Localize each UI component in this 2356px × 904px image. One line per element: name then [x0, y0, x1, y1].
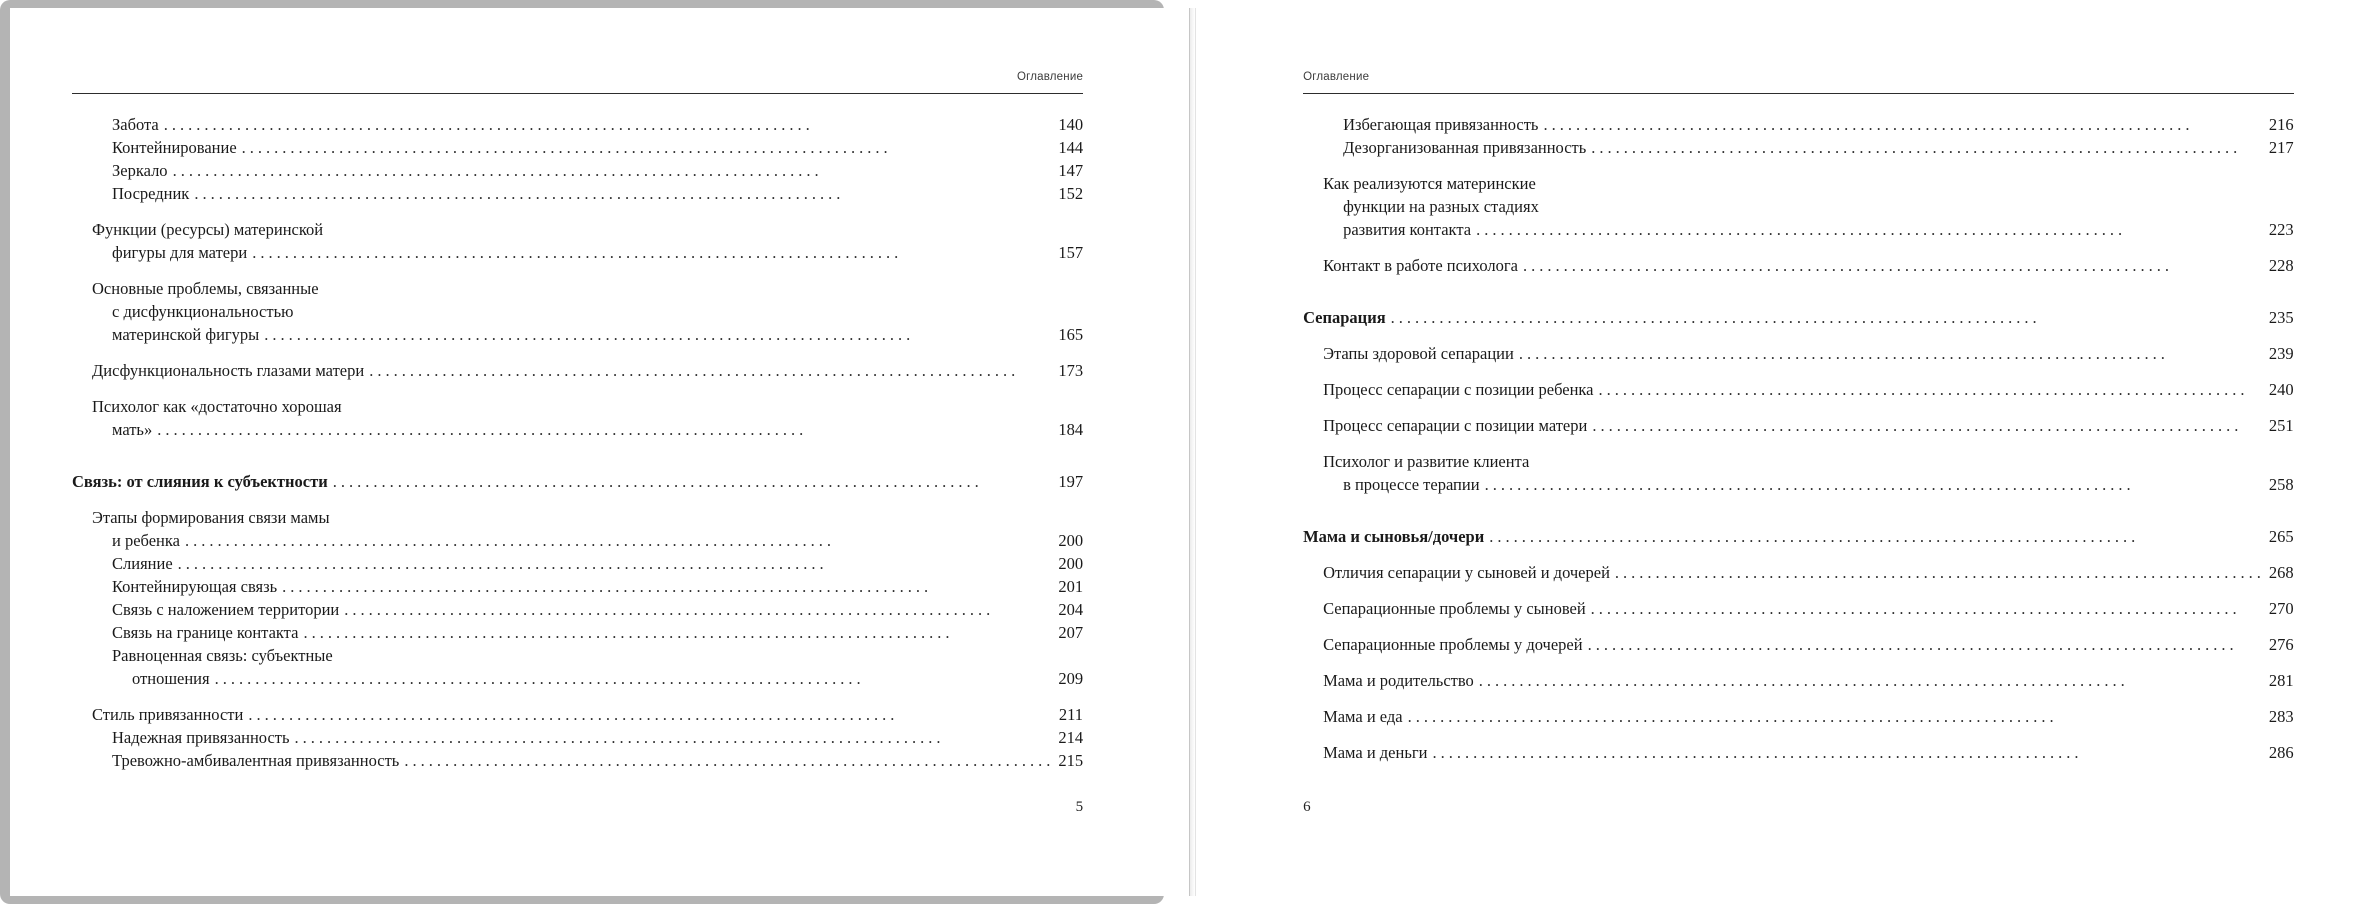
- toc-entry-text: Слияние: [112, 554, 173, 573]
- toc-entry-page: 197: [1058, 472, 1084, 491]
- leader-dots: [1615, 561, 2265, 584]
- toc-entry-text: отношения: [132, 669, 210, 688]
- toc-entry-page: 207: [1058, 623, 1084, 642]
- toc-entry-line: [1323, 450, 2294, 473]
- page-number-right: 6: [1303, 799, 1311, 815]
- header-rule-left: [72, 93, 1083, 94]
- toc-entry-text: Как реализуются материнские: [1323, 174, 1536, 193]
- toc-entry-text: Связь с наложением территории: [112, 600, 340, 619]
- toc-entry-page: 157: [1058, 243, 1084, 262]
- toc-entry-line: [92, 218, 1083, 241]
- toc-entry-line: [112, 598, 1083, 621]
- toc-entry-page: 223: [2268, 220, 2294, 239]
- page-left: [10, 8, 1189, 896]
- toc-entry-line: [1303, 306, 2294, 329]
- leader-dots: [173, 159, 1055, 182]
- toc-entry: [72, 506, 1083, 552]
- toc-entry-text: Дисфункциональность глазами матери: [92, 361, 365, 380]
- toc-entry-text: Психолог как «достаточно хорошая: [92, 397, 342, 416]
- toc-entry-page: 240: [2268, 380, 2294, 399]
- toc-entry-text: Этапы формирования связи мамы: [92, 508, 330, 527]
- toc-entry-text: Мама и сыновья/дочери: [1303, 527, 1485, 546]
- toc-entry-line: [1303, 525, 2294, 548]
- toc-entry-text: Мама и деньги: [1323, 743, 1428, 762]
- toc-entry-text: мать»: [112, 420, 153, 439]
- leader-dots: [369, 359, 1054, 382]
- toc-entry-text: фигуры для матери: [112, 243, 248, 262]
- leader-dots: [242, 136, 1055, 159]
- leader-dots: [282, 575, 1054, 598]
- toc-entry-text: Зеркало: [112, 161, 168, 180]
- toc-entry-page: 165: [1058, 325, 1084, 344]
- toc-entry-line: [112, 621, 1083, 644]
- leader-dots: [215, 667, 1055, 690]
- toc-entry-page: 286: [2268, 743, 2294, 762]
- toc-entry-page: 215: [1058, 751, 1084, 770]
- toc-entry-text: Процесс сепарации с позиции матери: [1323, 416, 1588, 435]
- toc-entry-text: с дисфункциональностью: [112, 302, 294, 321]
- leader-dots: [185, 529, 1054, 552]
- leader-dots: [1591, 136, 2265, 159]
- leader-dots: [404, 749, 1054, 772]
- toc-entry-text: Мама и еда: [1323, 707, 1403, 726]
- leader-dots: [248, 703, 1055, 726]
- page-number-left: 5: [1075, 799, 1084, 815]
- toc-entry-line: [112, 136, 1083, 159]
- toc-entry-text: Сепарационные проблемы у дочерей: [1323, 635, 1583, 654]
- leader-dots: [252, 241, 1054, 264]
- leader-dots: [1592, 414, 2265, 437]
- toc-entry-text: Контейнирующая связь: [112, 577, 278, 596]
- toc-entry-line: [1323, 669, 2294, 692]
- toc-entry-page: 173: [1058, 361, 1084, 380]
- toc-entry-page: 201: [1058, 577, 1084, 596]
- leader-dots: [333, 470, 1055, 493]
- page-spread: [10, 8, 2294, 896]
- toc-entry-line: [1343, 136, 2294, 159]
- leader-dots: [1432, 741, 2264, 764]
- toc-entry: [72, 703, 1083, 726]
- toc-entry-text: и ребенка: [112, 531, 180, 550]
- toc-entry: [1303, 705, 2294, 728]
- toc-entry: [1303, 254, 2294, 277]
- toc-entry-line: [1323, 705, 2294, 728]
- toc-entry-page: 144: [1058, 138, 1084, 157]
- toc-entry-page: 258: [2268, 475, 2294, 494]
- toc-entry-page: 270: [2268, 599, 2294, 618]
- toc-entry-page: 214: [1058, 728, 1084, 747]
- toc-entry-page: 276: [2268, 635, 2294, 654]
- toc-entry-line: [112, 749, 1083, 772]
- toc-entry-page: 217: [2268, 138, 2294, 157]
- toc-entry-text: Стиль привязанности: [92, 705, 244, 724]
- page-right: [1196, 8, 2356, 896]
- toc-entry: [1303, 633, 2294, 656]
- leader-dots: [157, 418, 1054, 441]
- toc-entry: [1303, 561, 2294, 584]
- toc-entry-text: Забота: [112, 115, 159, 134]
- toc-entry-line: [1323, 633, 2294, 656]
- toc-entry-line: [1343, 113, 2294, 136]
- toc-entry-line: [92, 359, 1083, 382]
- toc-entry: [72, 113, 1083, 136]
- toc-entry-text: Надежная привязанность: [112, 728, 290, 747]
- toc-entry-line: [92, 529, 1083, 552]
- toc-entry: [1303, 414, 2294, 437]
- toc-entry-text: Функции (ресурсы) материнской: [92, 220, 324, 239]
- toc-entry-text: Равноценная связь: субъектные: [112, 646, 333, 665]
- toc-entry-page: 265: [2268, 527, 2294, 546]
- leader-dots: [1591, 597, 2265, 620]
- toc-entry-line: [112, 113, 1083, 136]
- leader-dots: [1391, 306, 2265, 329]
- toc-entry-line: [92, 241, 1083, 264]
- toc-entry-line: [112, 552, 1083, 575]
- toc-entry-line: [112, 644, 1083, 667]
- toc-entry-line: [112, 159, 1083, 182]
- leader-dots: [164, 113, 1055, 136]
- toc-entry: [1303, 172, 2294, 241]
- toc-entry-page: 283: [2268, 707, 2294, 726]
- toc-entry-page: 239: [2268, 344, 2294, 363]
- leader-dots: [1476, 218, 2265, 241]
- toc-entry-text: развития контакта: [1343, 220, 1472, 239]
- toc-entry: [1303, 597, 2294, 620]
- leader-dots: [1543, 113, 2264, 136]
- toc-entry-text: материнской фигуры: [112, 325, 260, 344]
- toc-entry: [1303, 450, 2294, 496]
- toc-entry-page: 200: [1058, 554, 1084, 573]
- toc-entry-line: [112, 575, 1083, 598]
- toc-entry: [72, 749, 1083, 772]
- toc-entry-line: [1323, 561, 2294, 584]
- toc-entry-text: в процессе терапии: [1343, 475, 1480, 494]
- toc-entry-line: [112, 667, 1083, 690]
- toc-entry-page: 268: [2268, 563, 2294, 582]
- toc-entry-text: Сепарация: [1303, 308, 1386, 327]
- toc-entry-text: Сепарационные проблемы у сыновей: [1323, 599, 1586, 618]
- toc-entry-text: Избегающая привязанность: [1343, 115, 1539, 134]
- toc-entry-page: 228: [2268, 256, 2294, 275]
- toc-entry-text: Контейнирование: [112, 138, 237, 157]
- toc-entry-page: 235: [2268, 308, 2294, 327]
- toc-entry-page: 200: [1058, 531, 1084, 550]
- toc-entry: [1303, 136, 2294, 159]
- toc-entry-line: [1323, 378, 2294, 401]
- toc-entry-line: [1323, 218, 2294, 241]
- toc-entry-page: 209: [1058, 669, 1084, 688]
- leader-dots: [1408, 705, 2265, 728]
- toc-entry-text: Дезорганизованная привязанность: [1343, 138, 1587, 157]
- toc-entry: [72, 575, 1083, 598]
- toc-entry: [1303, 669, 2294, 692]
- toc-entry-line: [1323, 254, 2294, 277]
- leader-dots: [264, 323, 1054, 346]
- toc-entry-text: Этапы здоровой сепарации: [1323, 344, 1514, 363]
- header-rule-right: [1303, 93, 2294, 94]
- toc-entry-page: 211: [1058, 705, 1084, 724]
- toc-entry-page: 251: [2268, 416, 2294, 435]
- toc-entry-text: Процесс сепарации с позиции ребенка: [1323, 380, 1594, 399]
- toc-entry-text: Связь на границе контакта: [112, 623, 299, 642]
- toc-entry: [72, 470, 1083, 493]
- toc-entry-line: [92, 418, 1083, 441]
- toc-entry-line: [92, 277, 1083, 300]
- toc-entry-line: [112, 182, 1083, 205]
- toc-entry-text: Контакт в работе психолога: [1323, 256, 1518, 275]
- toc-entry: [72, 395, 1083, 441]
- book-gutter: [1189, 8, 1196, 896]
- toc-entry-text: функции на разных стадиях: [1343, 197, 1539, 216]
- toc-entry-line: [92, 323, 1083, 346]
- toc-entry-line: [1323, 172, 2294, 195]
- toc-entry-line: [92, 703, 1083, 726]
- toc-entry-line: [112, 726, 1083, 749]
- leader-dots: [1523, 254, 2265, 277]
- toc-entry-page: 204: [1058, 600, 1084, 619]
- leader-dots: [194, 182, 1054, 205]
- leader-dots: [303, 621, 1054, 644]
- leader-dots: [1588, 633, 2265, 656]
- toc-entry: [72, 277, 1083, 346]
- toc-entry-page: 147: [1058, 161, 1084, 180]
- toc-entry-line: [1323, 741, 2294, 764]
- toc-entry: [72, 621, 1083, 644]
- running-head-left: Оглавление: [1016, 71, 1084, 83]
- leader-dots: [344, 598, 1054, 621]
- toc-entry-page: 152: [1058, 184, 1084, 203]
- toc-entry: [72, 159, 1083, 182]
- toc-entry: [1303, 741, 2294, 764]
- leader-dots: [1479, 669, 2265, 692]
- toc-entry: [72, 182, 1083, 205]
- toc-entry-line: [1323, 597, 2294, 620]
- toc-entry-text: Мама и родительство: [1323, 671, 1474, 690]
- toc-entry: [72, 136, 1083, 159]
- leader-dots: [1599, 378, 2265, 401]
- toc-entry-text: Отличия сепарации у сыновей и дочерей: [1323, 563, 1610, 582]
- leader-dots: [178, 552, 1055, 575]
- toc-entry-line: [1323, 195, 2294, 218]
- leader-dots: [295, 726, 1055, 749]
- toc-entry: [72, 598, 1083, 621]
- toc-entry-page: 281: [2268, 671, 2294, 690]
- toc-entry-text: Основные проблемы, связанные: [92, 279, 319, 298]
- leader-dots: [1489, 525, 2265, 548]
- toc-entry-text: Тревожно-амбивалентная привязанность: [112, 751, 400, 770]
- toc-entry-line: [92, 300, 1083, 323]
- toc-entry: [1303, 525, 2294, 548]
- toc-entry: [72, 726, 1083, 749]
- leader-dots: [1485, 473, 2265, 496]
- toc-entry: [72, 552, 1083, 575]
- toc-entry-line: [1323, 473, 2294, 496]
- toc-entry-line: [92, 395, 1083, 418]
- toc-entry: [72, 359, 1083, 382]
- toc-entry-text: Посредник: [112, 184, 190, 203]
- toc-entry-line: [92, 506, 1083, 529]
- toc-entry: [72, 218, 1083, 264]
- toc-entry: [1303, 342, 2294, 365]
- toc-entry-text: Психолог и развитие клиента: [1323, 452, 1530, 471]
- toc-entry-line: [1323, 342, 2294, 365]
- toc-entry-line: [72, 470, 1083, 493]
- toc-entry-line: [1323, 414, 2294, 437]
- toc-entry-page: 216: [2268, 115, 2294, 134]
- toc-entry: [72, 644, 1083, 690]
- toc-entry: [1303, 113, 2294, 136]
- toc-entry: [1303, 378, 2294, 401]
- toc-entry: [1303, 306, 2294, 329]
- leader-dots: [1519, 342, 2265, 365]
- toc-list-left: [72, 113, 1083, 772]
- toc-entry-page: 140: [1058, 115, 1084, 134]
- toc-entry-page: 184: [1058, 420, 1084, 439]
- running-head-right: Оглавление: [1303, 71, 1370, 83]
- toc-entry-text: Связь: от слияния к субъектности: [72, 472, 328, 491]
- toc-list-right: [1303, 113, 2294, 764]
